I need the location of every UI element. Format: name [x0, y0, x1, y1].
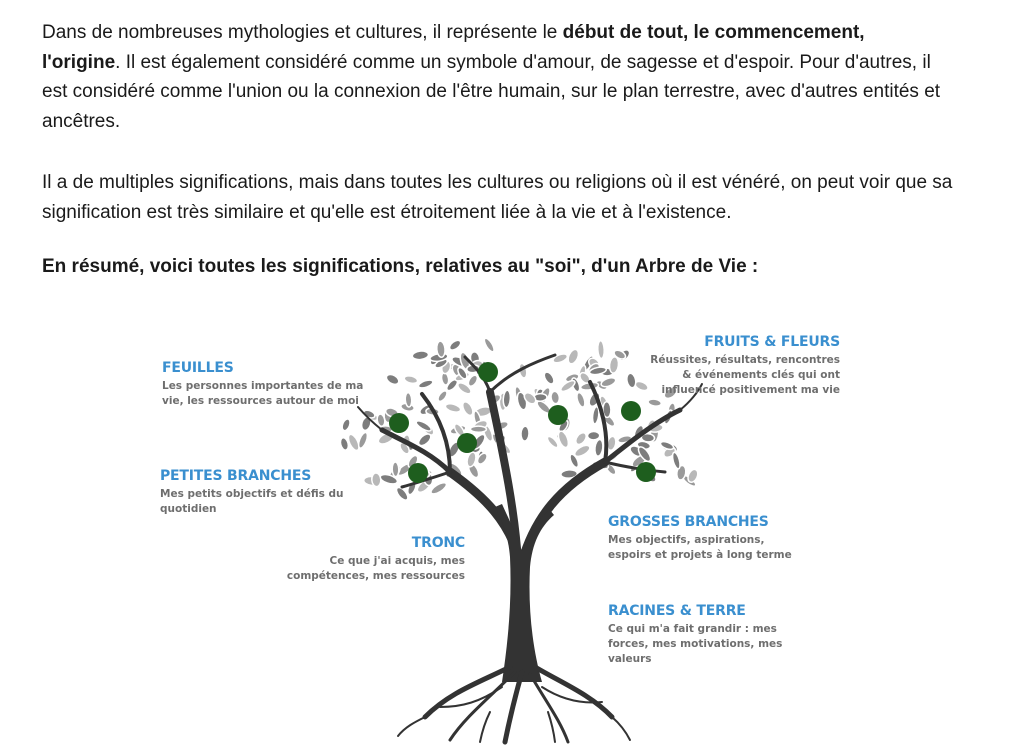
- label-fruits-fleurs-text: Réussites, résultats, rencontres & événements clés qui ont influencé positivement ma vie: [650, 354, 840, 396]
- paragraph-origin-text-start: Dans de nombreuses mythologies et cultures, il représente le: [42, 22, 563, 43]
- label-racines-terre-text: Ce qui m'a fait grandir : mes forces, mes motivations, mes valeurs: [608, 623, 783, 665]
- label-fruits-fleurs: [650, 334, 840, 398]
- fruit-2: [389, 413, 409, 433]
- leaf: [594, 439, 604, 457]
- paragraph-origin-bold: début de tout, le commencement, l'origine: [42, 22, 865, 73]
- leaf: [412, 350, 429, 360]
- leaf: [461, 400, 475, 417]
- label-feuilles-title: FEUILLES: [162, 360, 234, 376]
- leaf: [483, 337, 496, 353]
- leaf: [659, 440, 674, 451]
- fruit-1: [478, 362, 498, 382]
- paragraph-origin: [42, 18, 942, 136]
- leaf: [503, 390, 511, 408]
- label-petites-branches-title: PETITES BRANCHES: [160, 468, 312, 484]
- label-petites-branches: [160, 468, 400, 517]
- leaf: [626, 373, 637, 389]
- leaf: [550, 391, 560, 404]
- leaf: [403, 375, 418, 385]
- leaf: [648, 398, 662, 407]
- leaf: [417, 432, 433, 448]
- paragraph-summary-heading: En résumé, voici toutes les significations, relatives au "soi", d'un Arbre de Vie :: [42, 256, 759, 277]
- leaf: [592, 406, 600, 424]
- leaf: [341, 418, 352, 432]
- fruit-5: [621, 401, 641, 421]
- fruit-3: [457, 433, 477, 453]
- leaf: [566, 348, 580, 366]
- label-fruits-fleurs-title: FRUITS & FLEURS: [704, 334, 840, 350]
- label-tronc-text: Ce que j'ai acquis, mes compétences, mes ressources: [286, 555, 465, 582]
- label-racines-terre-title: RACINES & TERRE: [608, 603, 746, 619]
- leaf: [476, 451, 489, 465]
- fruit-4: [548, 405, 568, 425]
- label-feuilles: [162, 360, 382, 409]
- leaf: [587, 431, 599, 440]
- label-tronc-title: TRONC: [411, 535, 465, 551]
- leaf: [444, 402, 461, 413]
- label-grosses-branches-title: GROSSES BRANCHES: [608, 514, 769, 530]
- leaf: [671, 452, 681, 470]
- leaf: [600, 376, 617, 388]
- leaf: [597, 341, 604, 359]
- leaf: [385, 372, 401, 386]
- leaf: [521, 426, 530, 441]
- tree-of-life-figure: [150, 322, 870, 745]
- leaf: [609, 356, 620, 373]
- leaf: [470, 426, 486, 432]
- label-petites-branches-text: Mes petits objectifs et défis du quotidien: [160, 488, 344, 515]
- leaf: [418, 379, 434, 390]
- paragraph-significations: Il a de multiples significations, mais dans toutes les cultures ou religions où il est vénéré, on peut voir que sa signification est très similaire et qu'elle est étroitement liée à la vie et à l'existence.: [42, 172, 953, 223]
- leaf: [436, 389, 448, 403]
- fruit-6: [408, 463, 428, 483]
- label-feuilles-text: Les personnes importantes de ma vie, les ressources autour de moi: [162, 380, 364, 407]
- leaf: [405, 392, 412, 407]
- label-grosses-branches-text: Mes objectifs, aspirations, espoirs et projets à long terme: [608, 534, 792, 561]
- leaf: [574, 431, 589, 447]
- leaf: [575, 392, 586, 408]
- leaf: [448, 338, 463, 351]
- paragraph-origin-text-end: . Il est également considéré comme un symbole d'amour, de sagesse et d'espoir. Pour d'autres, il est considéré comme l'union ou la connexion de l'être humain, sur le plan terrestre, avec d'autres entités et ancêtres.: [42, 51, 941, 132]
- leaf: [542, 370, 556, 385]
- leaf: [357, 431, 369, 449]
- label-racines-terre: [608, 603, 818, 667]
- label-grosses-branches: [608, 514, 808, 563]
- fruit-7: [636, 462, 656, 482]
- label-tronc: [260, 535, 465, 584]
